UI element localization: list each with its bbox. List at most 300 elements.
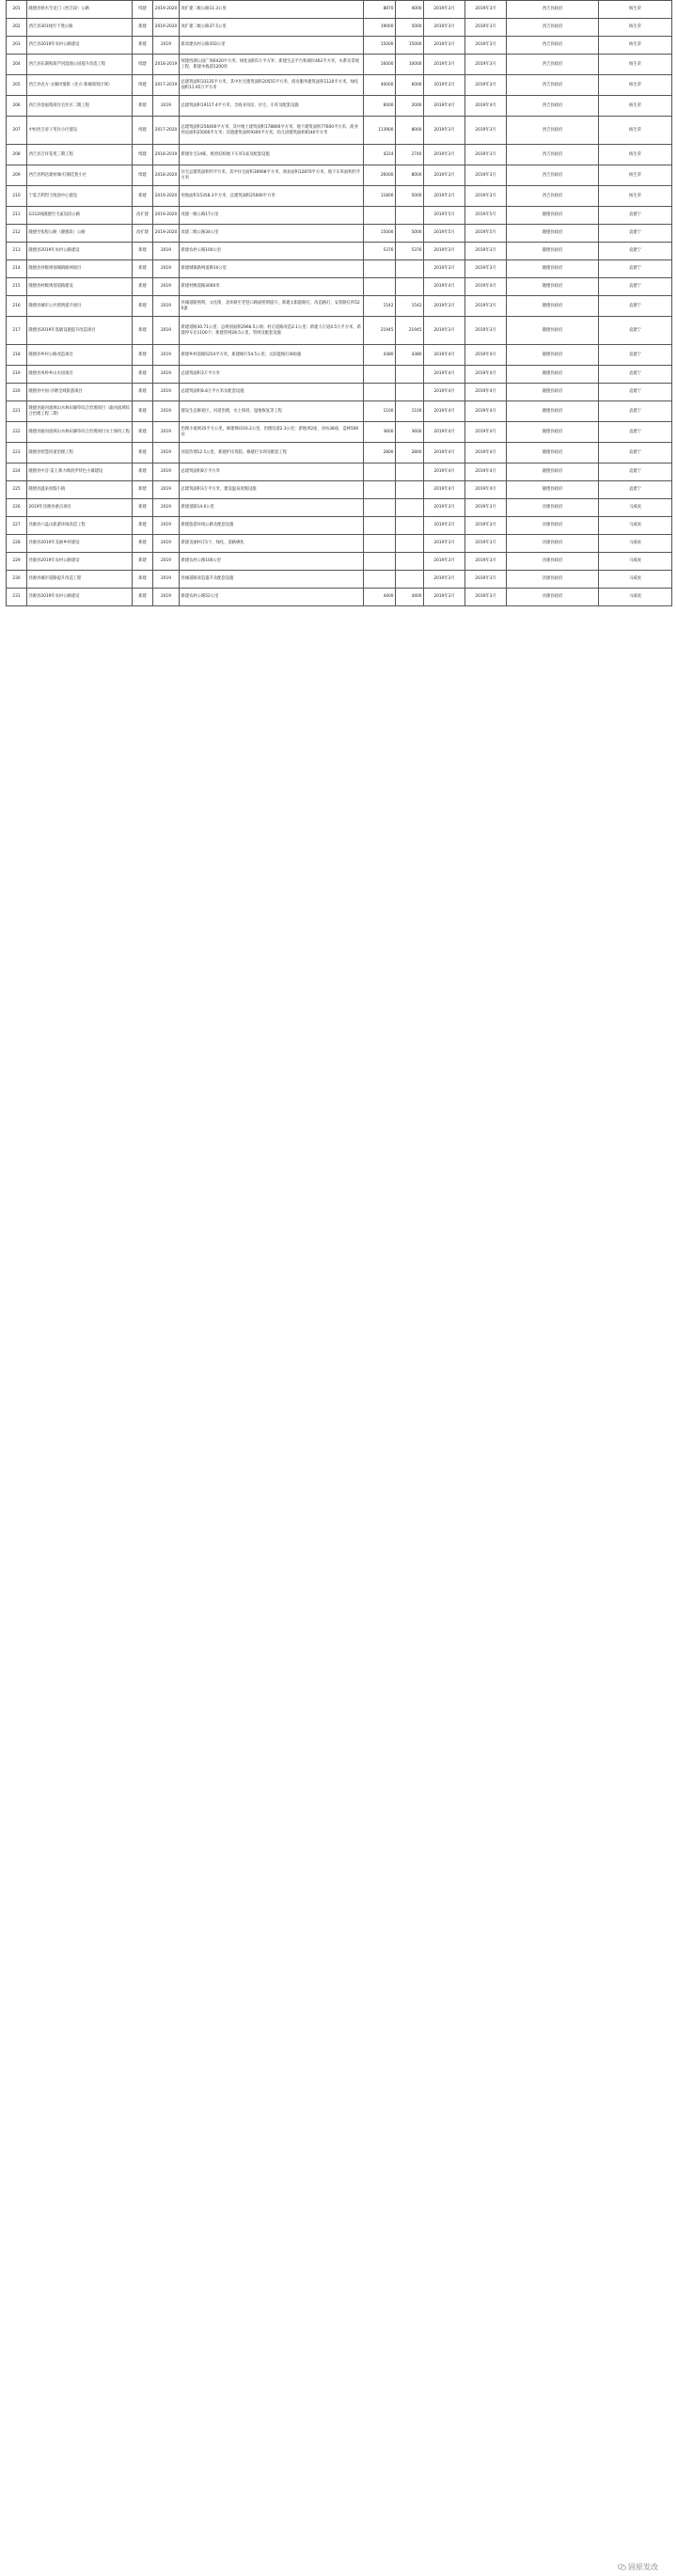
responsible-leader-cell: 袁建宁: [599, 317, 672, 345]
construction-type-cell: 续建: [133, 145, 153, 165]
start-date-cell: 2019年3月: [424, 260, 465, 278]
responsible-leader-cell: 杨生荣: [599, 96, 672, 117]
project-name-cell: 泾源县2019年农村公路建设: [27, 553, 133, 571]
plan-date-cell: 2019年4月: [465, 384, 507, 401]
construction-content-cell: 新建乡村道路5254平方米，新建路灯54.5公里；太阳能路灯400盏: [180, 345, 364, 366]
construction-period-cell: 2019: [153, 296, 180, 317]
project-name-cell: 隆德县凤岭乡山水园项目: [27, 366, 133, 384]
construction-content-cell: 新改建农村公路350公里: [180, 37, 364, 55]
construction-content-cell: 住宅总建筑面积约平方米，其中住宅面积36908平方米，商业面积12870平方米，地下车库面积约平方米: [180, 165, 364, 186]
construction-period-cell: 2019: [153, 571, 180, 589]
total-investment-cell: 15000: [364, 37, 396, 55]
responsible-leader-cell: 袁建宁: [599, 481, 672, 499]
project-name-cell: 隆德县侯水至龙门（西吉段）公路: [27, 1, 133, 19]
construction-content-cell: 建设生态修复区，河道治理，水土保持，湿地恢复等工程: [180, 401, 364, 422]
construction-content-cell: 新建村级道路3000米: [180, 278, 364, 296]
annual-investment-cell: 4380: [396, 345, 424, 366]
table-row: [7, 145, 672, 165]
project-name-cell: 隆德县2019年农村公路建设: [27, 243, 133, 260]
annual-investment-cell: 3600: [396, 422, 424, 443]
plan-date-cell: 2019年5月: [465, 207, 507, 225]
total-investment-cell: [364, 463, 396, 481]
responsible-unit-cell: 隆德县政府: [507, 366, 599, 384]
table-row: [7, 260, 672, 278]
row-number-cell: 215: [7, 278, 27, 296]
plan-date-cell: 2019年3月: [465, 55, 507, 75]
construction-content-cell: 用地面积15358.3平方米，总建筑面积25000平方米: [180, 186, 364, 207]
table-row: [7, 366, 672, 384]
total-investment-cell: 19000: [364, 19, 396, 37]
project-name-cell: 隆德县城市公共照明提升项目: [27, 296, 133, 317]
plan-date-cell: 2019年3月: [465, 535, 507, 553]
construction-type-cell: 新建: [133, 553, 153, 571]
total-investment-cell: 26000: [364, 165, 396, 186]
construction-period-cell: 2017-2019: [153, 75, 180, 96]
plan-date-cell: 2019年4月: [465, 463, 507, 481]
total-investment-cell: [364, 571, 396, 589]
responsible-leader-cell: 杨生荣: [599, 145, 672, 165]
annual-investment-cell: 5000: [396, 19, 424, 37]
total-investment-cell: [364, 278, 396, 296]
construction-content-cell: 改扩建二级公路11.3公里: [180, 1, 364, 19]
start-date-cell: 2019年3月: [424, 145, 465, 165]
responsible-unit-cell: 隆德县政府: [507, 317, 599, 345]
start-date-cell: 2019年4月: [424, 278, 465, 296]
construction-type-cell: 续建: [133, 75, 153, 96]
total-investment-cell: 2800: [364, 443, 396, 463]
construction-period-cell: 2019: [153, 384, 180, 401]
responsible-unit-cell: 西吉县政府: [507, 55, 599, 75]
responsible-unit-cell: 隆德县政府: [507, 225, 599, 243]
construction-period-cell: 2019: [153, 243, 180, 260]
annual-investment-cell: 10000: [396, 55, 424, 75]
total-investment-cell: 4380: [364, 345, 396, 366]
table-row: [7, 207, 672, 225]
responsible-unit-cell: 泾源县政府: [507, 571, 599, 589]
plan-date-cell: 2019年3月: [465, 37, 507, 55]
construction-type-cell: 新建: [133, 384, 153, 401]
table-row: [7, 517, 672, 535]
construction-type-cell: 改扩建: [133, 207, 153, 225]
plan-date-cell: 2019年3月: [465, 186, 507, 207]
table-row: [7, 317, 672, 345]
construction-period-cell: 2019: [153, 401, 180, 422]
construction-period-cell: 2019: [153, 517, 180, 535]
table-row: [7, 243, 672, 260]
responsible-unit-cell: 隆德县政府: [507, 443, 599, 463]
construction-period-cell: 2019: [153, 422, 180, 443]
construction-period-cell: 2019: [153, 317, 180, 345]
annual-investment-cell: [396, 278, 424, 296]
construction-content-cell: 县城道路改造提升及配套设施: [180, 571, 364, 589]
plan-date-cell: 2019年3月: [465, 296, 507, 317]
total-investment-cell: [364, 499, 396, 517]
project-name-cell: 西吉县吉祥花苑三期工程: [27, 145, 133, 165]
start-date-cell: 2019年4月: [424, 481, 465, 499]
annual-investment-cell: 21945: [396, 317, 424, 345]
start-date-cell: 2019年4月: [424, 384, 465, 401]
annual-investment-cell: [396, 260, 424, 278]
responsible-unit-cell: 隆德县政府: [507, 260, 599, 278]
project-name-cell: 隆德县乡村公路改造项目: [27, 345, 133, 366]
construction-content-cell: 新建农村公路52公里: [180, 589, 364, 606]
construction-content-cell: 续建西湖公园广场6420平方米，绿化面积5万平方米；新建生态平台和湖岸462平方米，水系及景观工程，新建木栈道1200米: [180, 55, 364, 75]
responsible-unit-cell: 西吉县政府: [507, 37, 599, 55]
construction-type-cell: 续建: [133, 1, 153, 19]
construction-content-cell: 河道治理12.5公里，新建护岸堤防，修建拦水坝及配套工程: [180, 443, 364, 463]
responsible-unit-cell: 隆德县政府: [507, 401, 599, 422]
total-investment-cell: [364, 366, 396, 384]
responsible-unit-cell: 西吉县政府: [507, 186, 599, 207]
plan-date-cell: 2019年4月: [465, 278, 507, 296]
table-row: [7, 75, 672, 96]
responsible-unit-cell: 泾源县政府: [507, 553, 599, 571]
construction-type-cell: 续建: [133, 165, 153, 186]
total-investment-cell: [364, 553, 396, 571]
start-date-cell: 2019年3月: [424, 589, 465, 606]
annual-investment-cell: 4400: [396, 589, 424, 606]
project-name-cell: 隆德县温泉度假小镇: [27, 481, 133, 499]
start-date-cell: 2019年3月: [424, 243, 465, 260]
responsible-unit-cell: 隆德县政府: [507, 207, 599, 225]
row-number-cell: 203: [7, 37, 27, 55]
total-investment-cell: [364, 207, 396, 225]
table-row: [7, 553, 672, 571]
start-date-cell: 2019年3月: [424, 317, 465, 345]
construction-content-cell: 新建旅游环线公路及配套设施: [180, 517, 364, 535]
construction-period-cell: 2018-2019: [153, 55, 180, 75]
start-date-cell: 2019年3月: [424, 517, 465, 535]
table-row: [7, 589, 672, 606]
annual-investment-cell: 2740: [396, 145, 424, 165]
row-number-cell: 217: [7, 317, 27, 345]
total-investment-cell: 6000: [364, 96, 396, 117]
project-name-cell: 隆德至张程公路（隆德段）公路: [27, 225, 133, 243]
construction-content-cell: 新建住宅14栋，框剪结构地下车库1座及配套设施: [180, 145, 364, 165]
project-name-cell: 隆德县中音·雷王寨大峰滑步特色小镇建设: [27, 463, 133, 481]
total-investment-cell: 11800: [364, 186, 396, 207]
start-date-cell: 2019年3月: [424, 186, 465, 207]
start-date-cell: 2019年4月: [424, 345, 465, 366]
responsible-leader-cell: 杨生荣: [599, 117, 672, 145]
annual-investment-cell: 2800: [396, 443, 424, 463]
construction-type-cell: 新建: [133, 535, 153, 553]
construction-content-cell: 新建农村公路100公里: [180, 553, 364, 571]
responsible-leader-cell: 袁建宁: [599, 260, 672, 278]
total-investment-cell: [364, 384, 396, 401]
table-row: [7, 37, 672, 55]
responsible-leader-cell: 袁建宁: [599, 366, 672, 384]
project-name-cell: 2019年泾源县重点项目: [27, 499, 133, 517]
construction-type-cell: 改扩建: [133, 225, 153, 243]
watermark-text: 固原发改: [628, 2563, 658, 2571]
responsible-leader-cell: 马威虎: [599, 553, 672, 571]
construction-period-cell: 2017-2020: [153, 117, 180, 145]
construction-content-cell: 改建二级公路34公里: [180, 225, 364, 243]
annual-investment-cell: [396, 517, 424, 535]
responsible-unit-cell: 泾源县政府: [507, 589, 599, 606]
table-row: [7, 278, 672, 296]
responsible-unit-cell: 西吉县政府: [507, 75, 599, 96]
construction-period-cell: 2019-2020: [153, 186, 180, 207]
plan-date-cell: 2019年3月: [465, 589, 507, 606]
annual-investment-cell: 5000: [396, 225, 424, 243]
row-number-cell: 213: [7, 243, 27, 260]
table-row: [7, 384, 672, 401]
annual-investment-cell: [396, 571, 424, 589]
responsible-leader-cell: 袁建宁: [599, 243, 672, 260]
annual-investment-cell: 1100: [396, 401, 424, 422]
start-date-cell: 2019年4月: [424, 422, 465, 443]
project-name-cell: 西吉县金福苑商住宅住区二期工程: [27, 96, 133, 117]
responsible-leader-cell: 杨生荣: [599, 1, 672, 19]
annual-investment-cell: [396, 499, 424, 517]
responsible-leader-cell: 袁建宁: [599, 463, 672, 481]
responsible-leader-cell: 袁建宁: [599, 345, 672, 366]
row-number-cell: 229: [7, 553, 27, 571]
row-number-cell: 212: [7, 225, 27, 243]
construction-period-cell: 2019: [153, 260, 180, 278]
row-number-cell: 208: [7, 145, 27, 165]
responsible-unit-cell: 隆德县政府: [507, 345, 599, 366]
project-name-cell: G312线隆德至毛家沟段公路: [27, 207, 133, 225]
start-date-cell: 2019年4月: [424, 366, 465, 384]
construction-type-cell: 新建: [133, 517, 153, 535]
plan-date-cell: 2019年3月: [465, 571, 507, 589]
construction-period-cell: 2019: [153, 96, 180, 117]
responsible-unit-cell: 隆德县政府: [507, 481, 599, 499]
responsible-unit-cell: 隆德县政府: [507, 243, 599, 260]
responsible-leader-cell: 马威虎: [599, 499, 672, 517]
total-investment-cell: 113900: [364, 117, 396, 145]
start-date-cell: 2019年3月: [424, 75, 465, 96]
plan-date-cell: 2019年4月: [465, 345, 507, 366]
construction-period-cell: 2019: [153, 366, 180, 384]
project-name-cell: 中恒西吉府子英住小区建设: [27, 117, 133, 145]
start-date-cell: 2019年3月: [424, 535, 465, 553]
start-date-cell: 2019年3月: [424, 499, 465, 517]
table-row: [7, 463, 672, 481]
project-name-cell: 隆德县县级规划城镇路网项目: [27, 260, 133, 278]
start-date-cell: 2019年3月: [424, 553, 465, 571]
start-date-cell: 2019年5月: [424, 225, 465, 243]
total-investment-cell: 15000: [364, 225, 396, 243]
plan-date-cell: 2019年3月: [465, 499, 507, 517]
construction-content-cell: 改建一级公路17公里: [180, 207, 364, 225]
row-number-cell: 219: [7, 366, 27, 384]
annual-investment-cell: 15000: [396, 37, 424, 55]
start-date-cell: 2019年3月: [424, 37, 465, 55]
annual-investment-cell: [396, 535, 424, 553]
responsible-unit-cell: 西吉县政府: [507, 165, 599, 186]
construction-period-cell: 2019: [153, 535, 180, 553]
start-date-cell: 2019年4月: [424, 401, 465, 422]
responsible-leader-cell: 马威虎: [599, 517, 672, 535]
construction-type-cell: 新建: [133, 366, 153, 384]
project-name-cell: 隆德县中国·沙塘全域旅游项目: [27, 384, 133, 401]
total-investment-cell: 8870: [364, 1, 396, 19]
project-name-cell: 西吉县北方·文城风情街（北方·新城商贸区域）: [27, 75, 133, 96]
responsible-leader-cell: 袁建宁: [599, 207, 672, 225]
table-row: [7, 443, 672, 463]
row-number-cell: 226: [7, 499, 27, 517]
construction-type-cell: 新建: [133, 186, 153, 207]
total-investment-cell: 40000: [364, 75, 396, 96]
table-row: [7, 296, 672, 317]
annual-investment-cell: 6000: [396, 75, 424, 96]
plan-date-cell: 2019年4月: [465, 443, 507, 463]
row-number-cell: 209: [7, 165, 27, 186]
responsible-leader-cell: 马威虎: [599, 571, 672, 589]
construction-content-cell: 总建筑面积256400平方米，其中地上建筑面积178800平方米，地下建筑面积77600平方米，商业用房面积25000平方米；其他建筑面积9300平方米，幼儿园建筑面积6540平方米: [180, 117, 364, 145]
construction-period-cell: 2019: [153, 499, 180, 517]
table-row: [7, 225, 672, 243]
responsible-leader-cell: 袁建宁: [599, 422, 672, 443]
construction-type-cell: 续建: [133, 117, 153, 145]
project-name-cell: 隆德县渝河流域山水林田湖草综合治理项目水土保持工程: [27, 422, 133, 443]
total-investment-cell: [364, 517, 396, 535]
plan-date-cell: 2019年3月: [465, 553, 507, 571]
plan-date-cell: 2019年3月: [465, 165, 507, 186]
responsible-unit-cell: 西吉县政府: [507, 145, 599, 165]
construction-content-cell: 总建筑面积8万平方米: [180, 463, 364, 481]
plan-date-cell: 2019年4月: [465, 422, 507, 443]
row-number-cell: 211: [7, 207, 27, 225]
construction-type-cell: 新建: [133, 422, 153, 443]
construction-type-cell: 新建: [133, 317, 153, 345]
row-number-cell: 231: [7, 589, 27, 606]
table-row: [7, 55, 672, 75]
start-date-cell: 2019年3月: [424, 19, 465, 37]
construction-period-cell: 2019: [153, 443, 180, 463]
row-number-cell: 220: [7, 384, 27, 401]
table-row: [7, 535, 672, 553]
row-number-cell: 216: [7, 296, 27, 317]
responsible-leader-cell: 袁建宁: [599, 401, 672, 422]
responsible-unit-cell: 泾源县政府: [507, 535, 599, 553]
start-date-cell: 2019年5月: [424, 207, 465, 225]
plan-date-cell: 2019年3月: [465, 260, 507, 278]
responsible-unit-cell: 泾源县政府: [507, 499, 599, 517]
construction-content-cell: 新建城镇路网道路10公里: [180, 260, 364, 278]
plan-date-cell: 2019年3月: [465, 317, 507, 345]
construction-type-cell: 新建: [133, 243, 153, 260]
plan-date-cell: 2019年4月: [465, 401, 507, 422]
construction-period-cell: 2019: [153, 278, 180, 296]
project-name-cell: 隆德县渝河流域山水林田湖草综合治理项目（渝河流域综合治理工程二期）: [27, 401, 133, 422]
plan-date-cell: 2019年5月: [465, 225, 507, 243]
construction-type-cell: 新建: [133, 401, 153, 422]
annual-investment-cell: [396, 207, 424, 225]
plan-date-cell: 2019年3月: [465, 117, 507, 145]
construction-content-cell: 改扩建二级公路37.5公里: [180, 19, 364, 37]
watermark: [616, 2562, 660, 2572]
responsible-unit-cell: 隆德县政府: [507, 278, 599, 296]
plan-date-cell: 2019年3月: [465, 145, 507, 165]
project-name-cell: 泾源县六盘山旅游环线改造工程: [27, 517, 133, 535]
responsible-unit-cell: 隆德县政府: [507, 463, 599, 481]
responsible-unit-cell: 西吉县政府: [507, 19, 599, 37]
construction-type-cell: 新建: [133, 499, 153, 517]
row-number-cell: 206: [7, 96, 27, 117]
row-number-cell: 221: [7, 401, 27, 422]
plan-date-cell: 2019年3月: [465, 517, 507, 535]
project-name-cell: 泾源县城市道路提升改造工程: [27, 571, 133, 589]
row-number-cell: 207: [7, 117, 27, 145]
project-name-cell: 西吉县301线至下堡公路: [27, 19, 133, 37]
plan-date-cell: 2019年3月: [465, 1, 507, 19]
construction-content-cell: 新建美丽村庄5个，绿化，道路硬化: [180, 535, 364, 553]
construction-period-cell: 2018-2020: [153, 165, 180, 186]
plan-date-cell: 2019年3月: [465, 75, 507, 96]
start-date-cell: 2019年4月: [424, 443, 465, 463]
table-row: [7, 165, 672, 186]
project-name-cell: 泾源县2019年美丽乡村建设: [27, 535, 133, 553]
row-number-cell: 227: [7, 517, 27, 535]
construction-content-cell: 总建筑面积19117.4平方米，含商业用房、住宅、车库及配套设施: [180, 96, 364, 117]
row-number-cell: 223: [7, 443, 27, 463]
annual-investment-cell: 8000: [396, 165, 424, 186]
row-number-cell: 218: [7, 345, 27, 366]
table-row: [7, 186, 672, 207]
annual-investment-cell: 5000: [396, 186, 424, 207]
construction-period-cell: 2019-2020: [153, 1, 180, 19]
construction-period-cell: 2019: [153, 481, 180, 499]
annual-investment-cell: [396, 463, 424, 481]
project-name-cell: 隆德县2019年基础设施提升改造项目: [27, 317, 133, 345]
plan-date-cell: 2019年4月: [465, 96, 507, 117]
responsible-leader-cell: 杨生荣: [599, 186, 672, 207]
start-date-cell: 2019年3月: [424, 1, 465, 19]
project-table: [6, 0, 672, 606]
total-investment-cell: [364, 535, 396, 553]
construction-period-cell: 2018-2019: [153, 145, 180, 165]
construction-type-cell: 新建: [133, 19, 153, 37]
row-number-cell: 205: [7, 75, 27, 96]
responsible-unit-cell: 泾源县政府: [507, 517, 599, 535]
project-name-cell: 隆德县智慧河道治理工程: [27, 443, 133, 463]
table-row: [7, 117, 672, 145]
responsible-leader-cell: 杨生荣: [599, 75, 672, 96]
construction-content-cell: 总建筑面积3万平方米: [180, 366, 364, 384]
table-row: [7, 422, 672, 443]
table-row: [7, 401, 672, 422]
construction-content-cell: 新建农村公路100公里: [180, 243, 364, 260]
responsible-unit-cell: 西吉县政府: [507, 1, 599, 19]
project-name-cell: 西吉县利达建材城·红阁佳苑小区: [27, 165, 133, 186]
annual-investment-cell: 2000: [396, 96, 424, 117]
total-investment-cell: 4400: [364, 589, 396, 606]
start-date-cell: 2019年3月: [424, 117, 465, 145]
project-name-cell: 宁夏吉利烈士陵园中心建设: [27, 186, 133, 207]
construction-type-cell: 新建: [133, 296, 153, 317]
responsible-leader-cell: 袁建宁: [599, 384, 672, 401]
annual-investment-cell: 5376: [396, 243, 424, 260]
total-investment-cell: [364, 260, 396, 278]
responsible-unit-cell: 西吉县政府: [507, 96, 599, 117]
chat-bubbles-icon: [618, 2564, 626, 2570]
row-number-cell: 222: [7, 422, 27, 443]
construction-period-cell: 2019-2020: [153, 19, 180, 37]
construction-type-cell: 新建: [133, 481, 153, 499]
table-row: [7, 481, 672, 499]
table-row: [7, 96, 672, 117]
responsible-leader-cell: 杨生荣: [599, 165, 672, 186]
responsible-leader-cell: 马威虎: [599, 589, 672, 606]
construction-content-cell: 新建道路14.6公里: [180, 499, 364, 517]
construction-type-cell: 新建: [133, 260, 153, 278]
table-row: [7, 345, 672, 366]
